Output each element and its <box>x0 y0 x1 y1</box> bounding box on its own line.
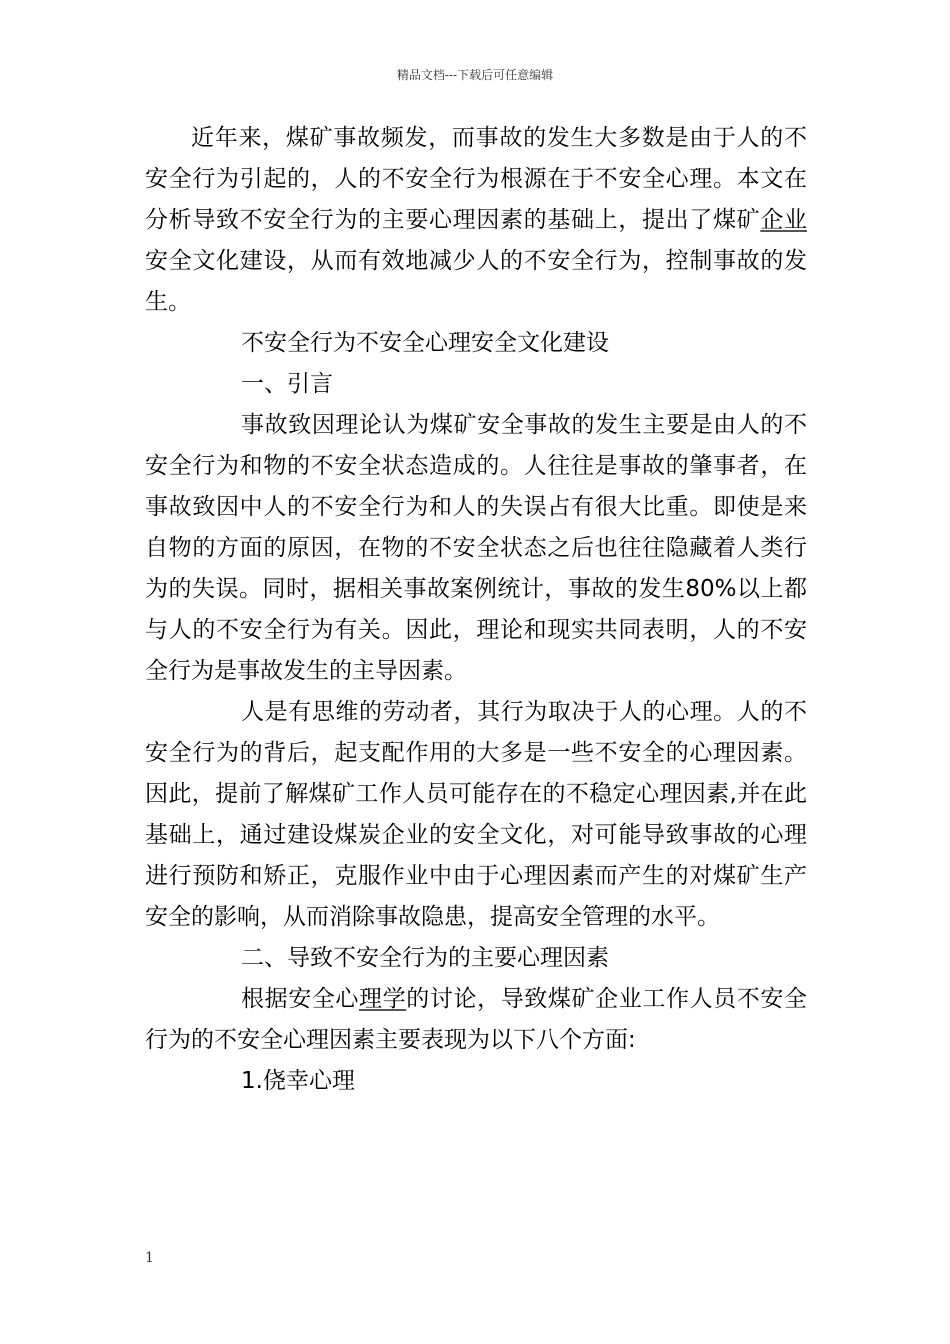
section-heading-introduction: 一、引言 <box>241 371 333 397</box>
psychology-link[interactable]: 理学 <box>359 986 407 1012</box>
intro-text-1: 根据安全心 <box>241 986 360 1012</box>
abstract-text-2: 安全文化建设，从而有效地减少人的不安全行为，控制事故的发生。 <box>145 248 807 315</box>
body-paragraph: 人是有思维的劳动者，其行为取决于人的心理。人的不安全行为的背后，起支配作用的大多是一些不安全的心理因素。因此，提前了解煤矿工作人员可能存在的不稳定心理因素,并在此基础上，通过建设煤炭企业的安全文化，对可能导致事故的心理进行预防和矫正，克服作业中由于心理因素而产生的对煤矿生产安全的影响，从而消除事故隐患，提高安全管理的水平。 <box>145 699 807 930</box>
abstract-text-1: 近年来，煤矿事故频发，而事故的发生大多数是由于人的不安全行为引起的，人的不安全行为根源在于不安全心理。本文在分析导致不安全行为的主要心理因素的基础上，提出了煤矿 <box>145 125 807 233</box>
intro-text-2: 的讨论，导致煤矿企业工作人员不安全行为的不安全心理因素主要表现为以下八个方面: <box>145 986 808 1053</box>
page-header: 精品文档---下载后可任意编辑 <box>396 68 554 82</box>
subheading-luck-mentality: 1.侥幸心理 <box>241 1068 355 1094</box>
body-paragraph <box>145 979 807 1061</box>
document-body <box>145 118 807 1102</box>
enterprise-link[interactable]: 企业 <box>760 207 808 233</box>
section-heading-psychological-factors: 二、导致不安全行为的主要心理因素 <box>241 945 609 971</box>
abstract-paragraph <box>145 118 807 323</box>
page-number: 1 <box>145 1250 154 1266</box>
keywords: 不安全行为不安全心理安全文化建设 <box>241 330 609 356</box>
body-paragraph: 事故致因理论认为煤矿安全事故的发生主要是由人的不安全行为和物的不安全状态造成的。人往往是事故的肇事者，在事故致因中人的不安全行为和人的失误占有很大比重。即使是来自物的方面的原因，在物的不安全状态之后也往往隐藏着人类行为的失误。同时，据相关事故案例统计，事故的发生80%以上都与人的不安全行为有关。因此，理论和现实共同表明，人的不安全行为是事故发生的主导因素。 <box>145 412 807 684</box>
